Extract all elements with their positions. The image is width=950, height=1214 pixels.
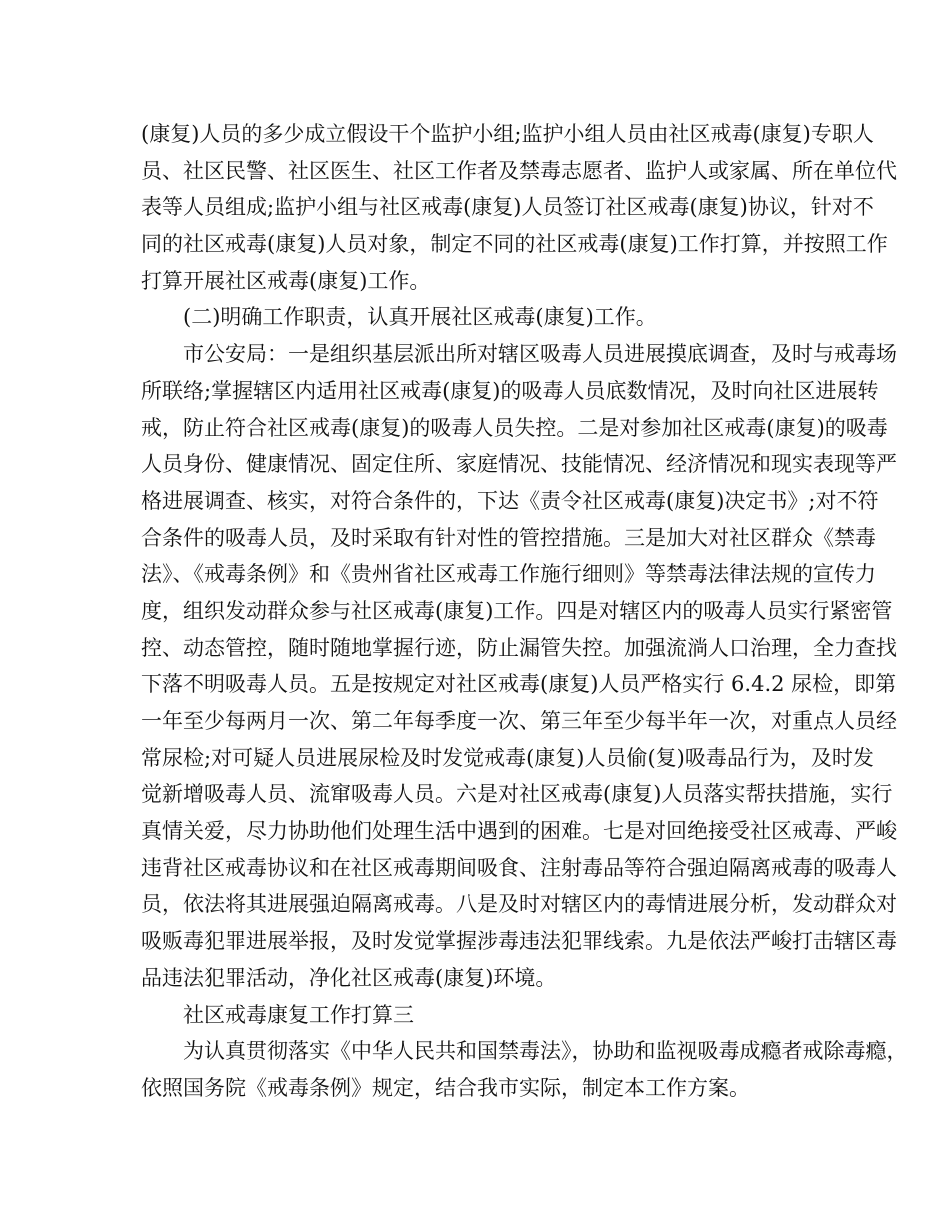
text-line: (二)明确工作职责，认真开展社区戒毒(康复)工作。 [183, 305, 657, 330]
document-body [141, 116, 908, 1107]
text-line: 度，组织发动群众参与社区戒毒(康复)工作。四是对辖区内的吸毒人员实行紧密管 [141, 598, 893, 623]
text-line: 品违法犯罪活动，净化社区戒毒(康复)环境。 [141, 965, 557, 990]
text-line: 吸贩毒犯罪进展举报，及时发觉掌握涉毒违法犯罪线索。九是依法严峻打击辖区毒 [141, 929, 897, 954]
text-line: 员、社区民警、社区医生、社区工作者及禁毒志愿者、监护人或家属、所在单位代 [141, 158, 897, 183]
text-line: 觉新增吸毒人员、流窜吸毒人员。六是对社区戒毒(康复)人员落实帮扶措施，实行 [141, 782, 893, 807]
text-line: 社区戒毒康复工作打算三 [183, 1002, 414, 1027]
text-line: 表等人员组成;监护小组与社区戒毒(康复)人员签订社区戒毒(康复)协议，针对不 [141, 195, 874, 220]
text-line: 下落不明吸毒人员。五是按规定对社区戒毒(康复)人员严格实行 6.4.2 尿检，即第 [141, 672, 897, 697]
text-line: 员，依法将其进展强迫隔离戒毒。八是及时对辖区内的毒情进展分析，发动群众对 [141, 892, 897, 917]
text-line: 戒，防止符合社区戒毒(康复)的吸毒人员失控。二是对参加社区戒毒(康复)的吸毒 [141, 415, 888, 440]
text-line: 真情关爱，尽力协助他们处理生活中遇到的困难。七是对回绝接受社区戒毒、严峻 [141, 819, 897, 844]
text-line: 格进展调查、核实，对符合条件的，下达《责令社区戒毒(康复)决定书》;对不符 [141, 488, 879, 513]
text-line: 控、动态管控，随时随地掌握行迹，防止漏管失控。加强流淌人口治理，全力查找 [141, 635, 897, 660]
text-line: 合条件的吸毒人员，及时采取有针对性的管控措施。三是加大对社区群众《禁毒 [141, 525, 876, 550]
text-line: 违背社区戒毒协议和在社区戒毒期间吸食、注射毒品等符合强迫隔离戒毒的吸毒人 [141, 855, 897, 880]
text-line: 同的社区戒毒(康复)人员对象，制定不同的社区戒毒(康复)工作打算，并按照工作 [141, 232, 888, 257]
text-line: 为认真贯彻落实《中华人民共和国禁毒法》，协助和监视吸毒成瘾者戒除毒瘾， [183, 1039, 908, 1064]
text-line: 一年至少每两月一次、第二年每季度一次、第三年至少每半年一次，对重点人员经 [141, 709, 897, 733]
text-line: 常尿检;对可疑人员进展尿检及时发觉戒毒(康复)人员偷(复)吸毒品行为，及时发 [141, 745, 874, 770]
text-line: 法》、《戒毒条例》和《贵州省社区戒毒工作施行细则》等禁毒法律法规的宣传力 [141, 562, 876, 587]
text-line: 依照国务院《戒毒条例》规定，结合我市实际，制定本工作方案。 [141, 1075, 750, 1100]
text-line: 打算开展社区戒毒(康复)工作。 [141, 268, 431, 293]
text-line: 所联络;掌握辖区内适用社区戒毒(康复)的吸毒人员底数情况，及时向社区进展转 [141, 378, 879, 403]
text-line: (康复)人员的多少成立假设干个监护小组;监护小组人员由社区戒毒(康复)专职人 [141, 122, 874, 146]
text-line: 人员身份、健康情况、固定住所、家庭情况、技能情况、经济情况和现实表现等严 [141, 452, 897, 477]
text-line: 市公安局：一是组织基层派出所对辖区吸毒人员进展摸底调查，及时与戒毒场 [183, 342, 897, 367]
